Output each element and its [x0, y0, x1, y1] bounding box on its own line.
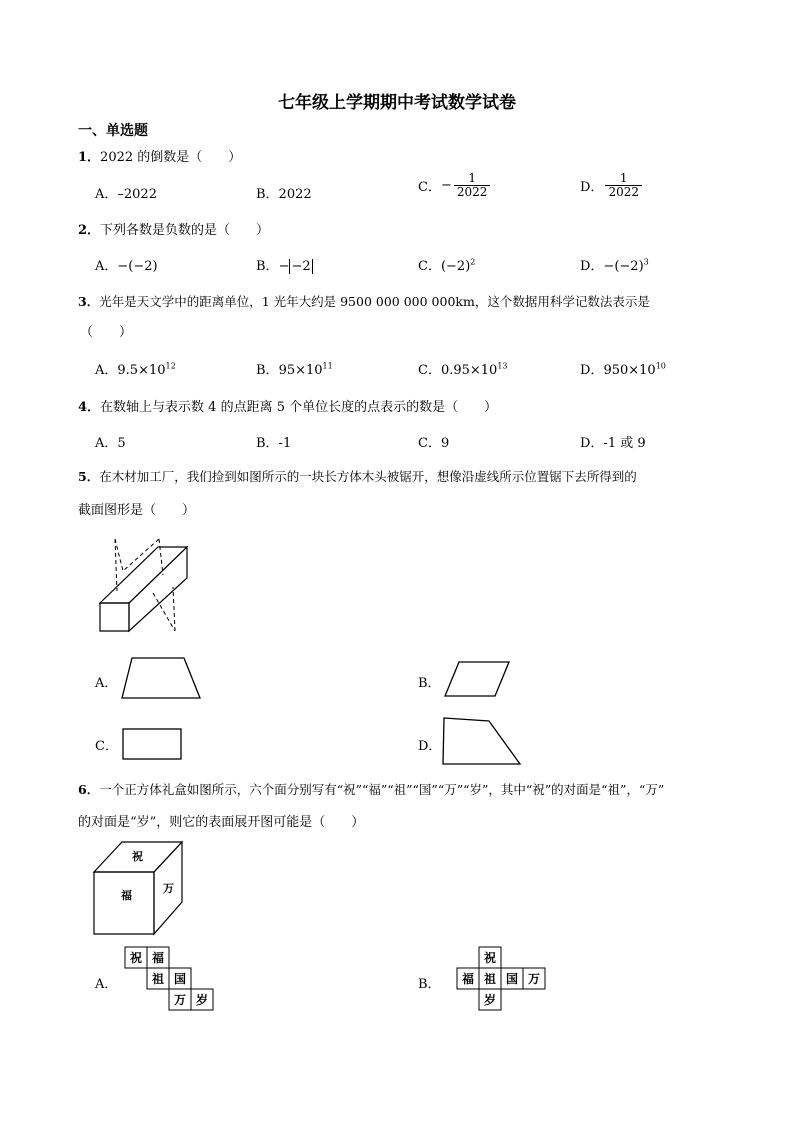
question-number: 6．: [78, 782, 100, 797]
q6-option-b[interactable]: B．: [418, 977, 441, 992]
question-5-cont: 截面图形是（ ）: [78, 503, 196, 518]
option-label: D．: [580, 363, 604, 378]
q3-option-c[interactable]: [418, 359, 508, 378]
exponent: 12: [165, 361, 176, 371]
right-trapezoid-shape: [441, 716, 523, 766]
net-a-cell: 祝: [130, 951, 143, 965]
denominator: 2022: [456, 185, 488, 200]
q1-option-d[interactable]: [580, 172, 642, 199]
net-b-cell: 国: [506, 972, 519, 986]
q4-option-c[interactable]: C．9: [418, 436, 450, 451]
net-b: [457, 947, 547, 1015]
cuboid-figure: [95, 535, 195, 640]
q2-option-c[interactable]: [418, 255, 475, 274]
option-label: B．: [256, 259, 279, 274]
option-label: B．: [256, 363, 279, 378]
q5-option-b[interactable]: B．: [418, 676, 441, 691]
question-5: [78, 467, 637, 485]
question-text: 2022 的倒数是（ ）: [100, 150, 242, 165]
question-text: 下列各数是负数的是（ ）: [100, 223, 270, 238]
q3-option-a[interactable]: [95, 359, 176, 378]
exponent: 11: [322, 361, 333, 371]
question-text: 在木材加工厂，我们捡到如图所示的一块长方体木头被锯开，想像沿虚线所示位置锯下去所得到的: [99, 469, 637, 484]
power-base: 95×10: [278, 363, 323, 378]
section-heading: 一、单选题: [78, 123, 148, 139]
cube-right-label: 万: [163, 882, 174, 895]
q4-option-a[interactable]: A．5: [95, 436, 126, 451]
q1-option-c[interactable]: [418, 172, 490, 199]
net-b-cell: 祖: [484, 972, 497, 986]
parallelogram-shape: [443, 660, 511, 698]
q2-option-b[interactable]: [256, 255, 313, 274]
q5-option-d[interactable]: D．: [418, 739, 442, 754]
fraction: [605, 172, 642, 199]
question-text: 光年是天文学中的距离单位，1 光年大约是 9500 000 000 000km，这个数据用科学记数法表示是: [99, 294, 650, 309]
q5-option-a[interactable]: A．: [95, 676, 118, 691]
question-3: [78, 292, 650, 310]
q1-option-b[interactable]: B．2022: [256, 187, 312, 202]
q2-option-a[interactable]: A．−(−2): [95, 259, 158, 274]
q1-option-a[interactable]: A．–2022: [95, 187, 157, 202]
minus-sign: −: [440, 178, 452, 194]
q2-option-d[interactable]: [580, 255, 649, 274]
denominator: 2022: [608, 185, 639, 200]
net-a-cell: 祖: [152, 972, 165, 986]
net-b-cell: 岁: [484, 993, 497, 1007]
option-label: C．: [418, 180, 441, 196]
option-label: D．: [580, 180, 604, 196]
cube-figure: [92, 840, 192, 940]
question-number: 3．: [78, 294, 100, 309]
question-number: 1．: [78, 150, 101, 165]
net-a-cell: 福: [152, 951, 165, 965]
net-a-cell: 万: [174, 993, 187, 1007]
option-label: A．: [95, 363, 118, 378]
q4-option-d[interactable]: D．-1 或 9: [580, 436, 646, 451]
net-b-cell: 祝: [484, 951, 497, 965]
question-4: [78, 396, 497, 415]
cube-front-label: 福: [121, 889, 132, 902]
q3-option-d[interactable]: [580, 359, 666, 378]
power-base: −(−2): [603, 259, 644, 274]
exponent: 13: [497, 361, 508, 371]
exponent: 10: [655, 361, 666, 371]
q6-option-a[interactable]: A．: [95, 977, 118, 992]
page-title: 七年级上学期期中考试数学试卷: [278, 93, 516, 113]
fraction: [454, 172, 491, 199]
question-6: [78, 780, 664, 798]
power-base: 9.5×10: [117, 363, 166, 378]
rectangle-shape: [121, 727, 183, 761]
minus-sign: −: [278, 259, 290, 274]
power-base: 0.95×10: [440, 363, 498, 378]
net-a-cell: 国: [174, 972, 187, 986]
question-number: 4．: [78, 400, 101, 415]
question-text: 在数轴上与表示数 4 的点距离 5 个单位长度的点表示的数是（ ）: [100, 400, 498, 415]
option-label: C．: [418, 259, 441, 274]
net-b-cell: 福: [462, 972, 475, 986]
question-3-cont: （ ）: [80, 325, 133, 340]
q4-option-b[interactable]: B．-1: [256, 436, 292, 451]
numerator: 1: [454, 172, 491, 186]
question-6-cont: 的对面是“岁”，则它的表面展开图可能是（ ）: [78, 815, 365, 830]
power-base: (−2): [440, 259, 471, 274]
option-label: C．: [418, 363, 441, 378]
net-b-cell: 万: [528, 972, 541, 986]
q3-option-b[interactable]: [256, 359, 333, 378]
net-a: [125, 947, 215, 1015]
cube-top-label: 祝: [132, 850, 143, 863]
option-label: D．: [580, 259, 604, 274]
question-1: [78, 146, 241, 165]
power-base: 950×10: [603, 363, 656, 378]
question-text: 一个正方体礼盒如图所示，六个面分别写有“祝”“福”“祖”“国”“万”“岁”，其中“祝”的对面是“祖”，“万”: [99, 782, 665, 797]
trapezoid-shape: [120, 656, 202, 700]
question-number: 2．: [78, 223, 101, 238]
exponent: 3: [643, 257, 649, 267]
net-a-cell: 岁: [196, 993, 209, 1007]
numerator: 1: [605, 172, 642, 186]
question-2: [78, 219, 269, 238]
q5-option-c[interactable]: C．: [95, 739, 118, 754]
absolute-value: −2: [291, 259, 311, 274]
question-number: 5．: [78, 469, 100, 484]
exponent: 2: [470, 257, 476, 267]
